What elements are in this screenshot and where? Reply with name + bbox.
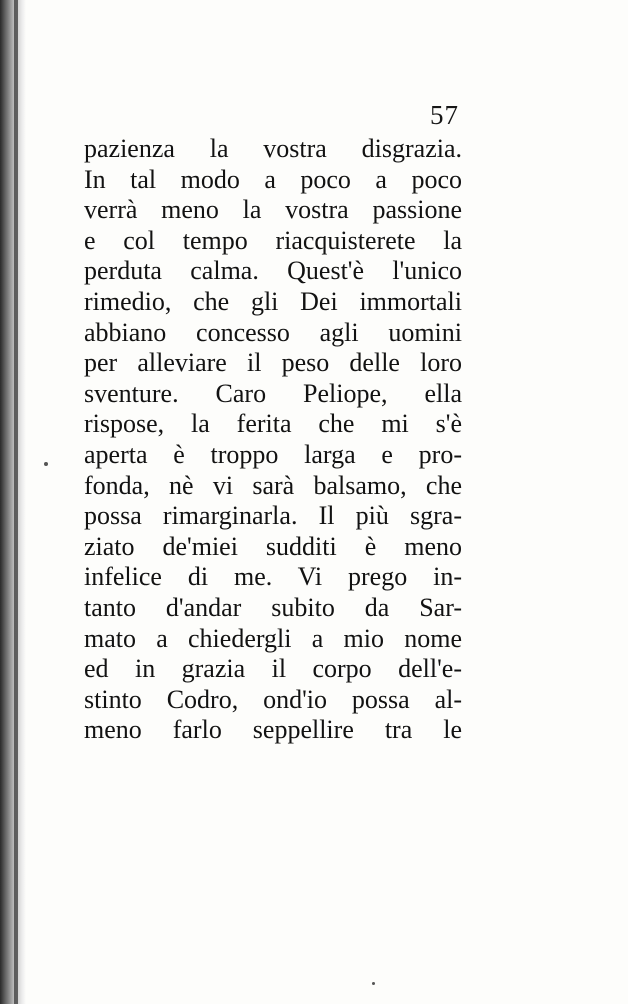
text-line: ziato de'miei sudditi è meno	[84, 531, 462, 561]
text-line: tanto d'andar subito da Sar-	[84, 592, 462, 622]
text-line: abbiano concesso agli uomini	[84, 317, 462, 347]
text-line: ed in grazia il corpo dell'e-	[84, 654, 462, 684]
page-number: 57	[430, 100, 459, 130]
text-line: rimedio, che gli Dei immortali	[84, 286, 462, 316]
text-line: infelice di me. Vi prego in-	[84, 562, 462, 592]
paper-speck	[372, 982, 375, 985]
text-line: fonda, nè vi sarà balsamo, che	[84, 470, 462, 500]
text-line: meno farlo seppellire tra le	[84, 715, 462, 745]
body-text	[84, 134, 462, 746]
text-line: e col tempo riacquisterete la	[84, 225, 462, 255]
text-line: aperta è troppo larga e pro-	[84, 439, 462, 469]
text-line: mato a chiedergli a mio nome	[84, 623, 462, 653]
text-line: rispose, la ferita che mi s'è	[84, 409, 462, 439]
text-line: per alleviare il peso delle loro	[84, 348, 462, 378]
text-line: pazienza la vostra disgrazia.	[84, 134, 462, 163]
text-line: stinto Codro, ond'io possa al-	[84, 684, 462, 714]
text-line: verrà meno la vostra passione	[84, 195, 462, 225]
text-line: perduta calma. Quest'è l'unico	[84, 256, 462, 286]
text-line: possa rimarginarla. Il più sgra-	[84, 501, 462, 531]
text-line: In tal modo a poco a poco	[84, 164, 462, 194]
text-line: sventure. Caro Peliope, ella	[84, 378, 462, 408]
paper-speck	[44, 462, 48, 466]
book-spine-shadow	[0, 0, 26, 1004]
book-spine-edge	[14, 0, 18, 1004]
